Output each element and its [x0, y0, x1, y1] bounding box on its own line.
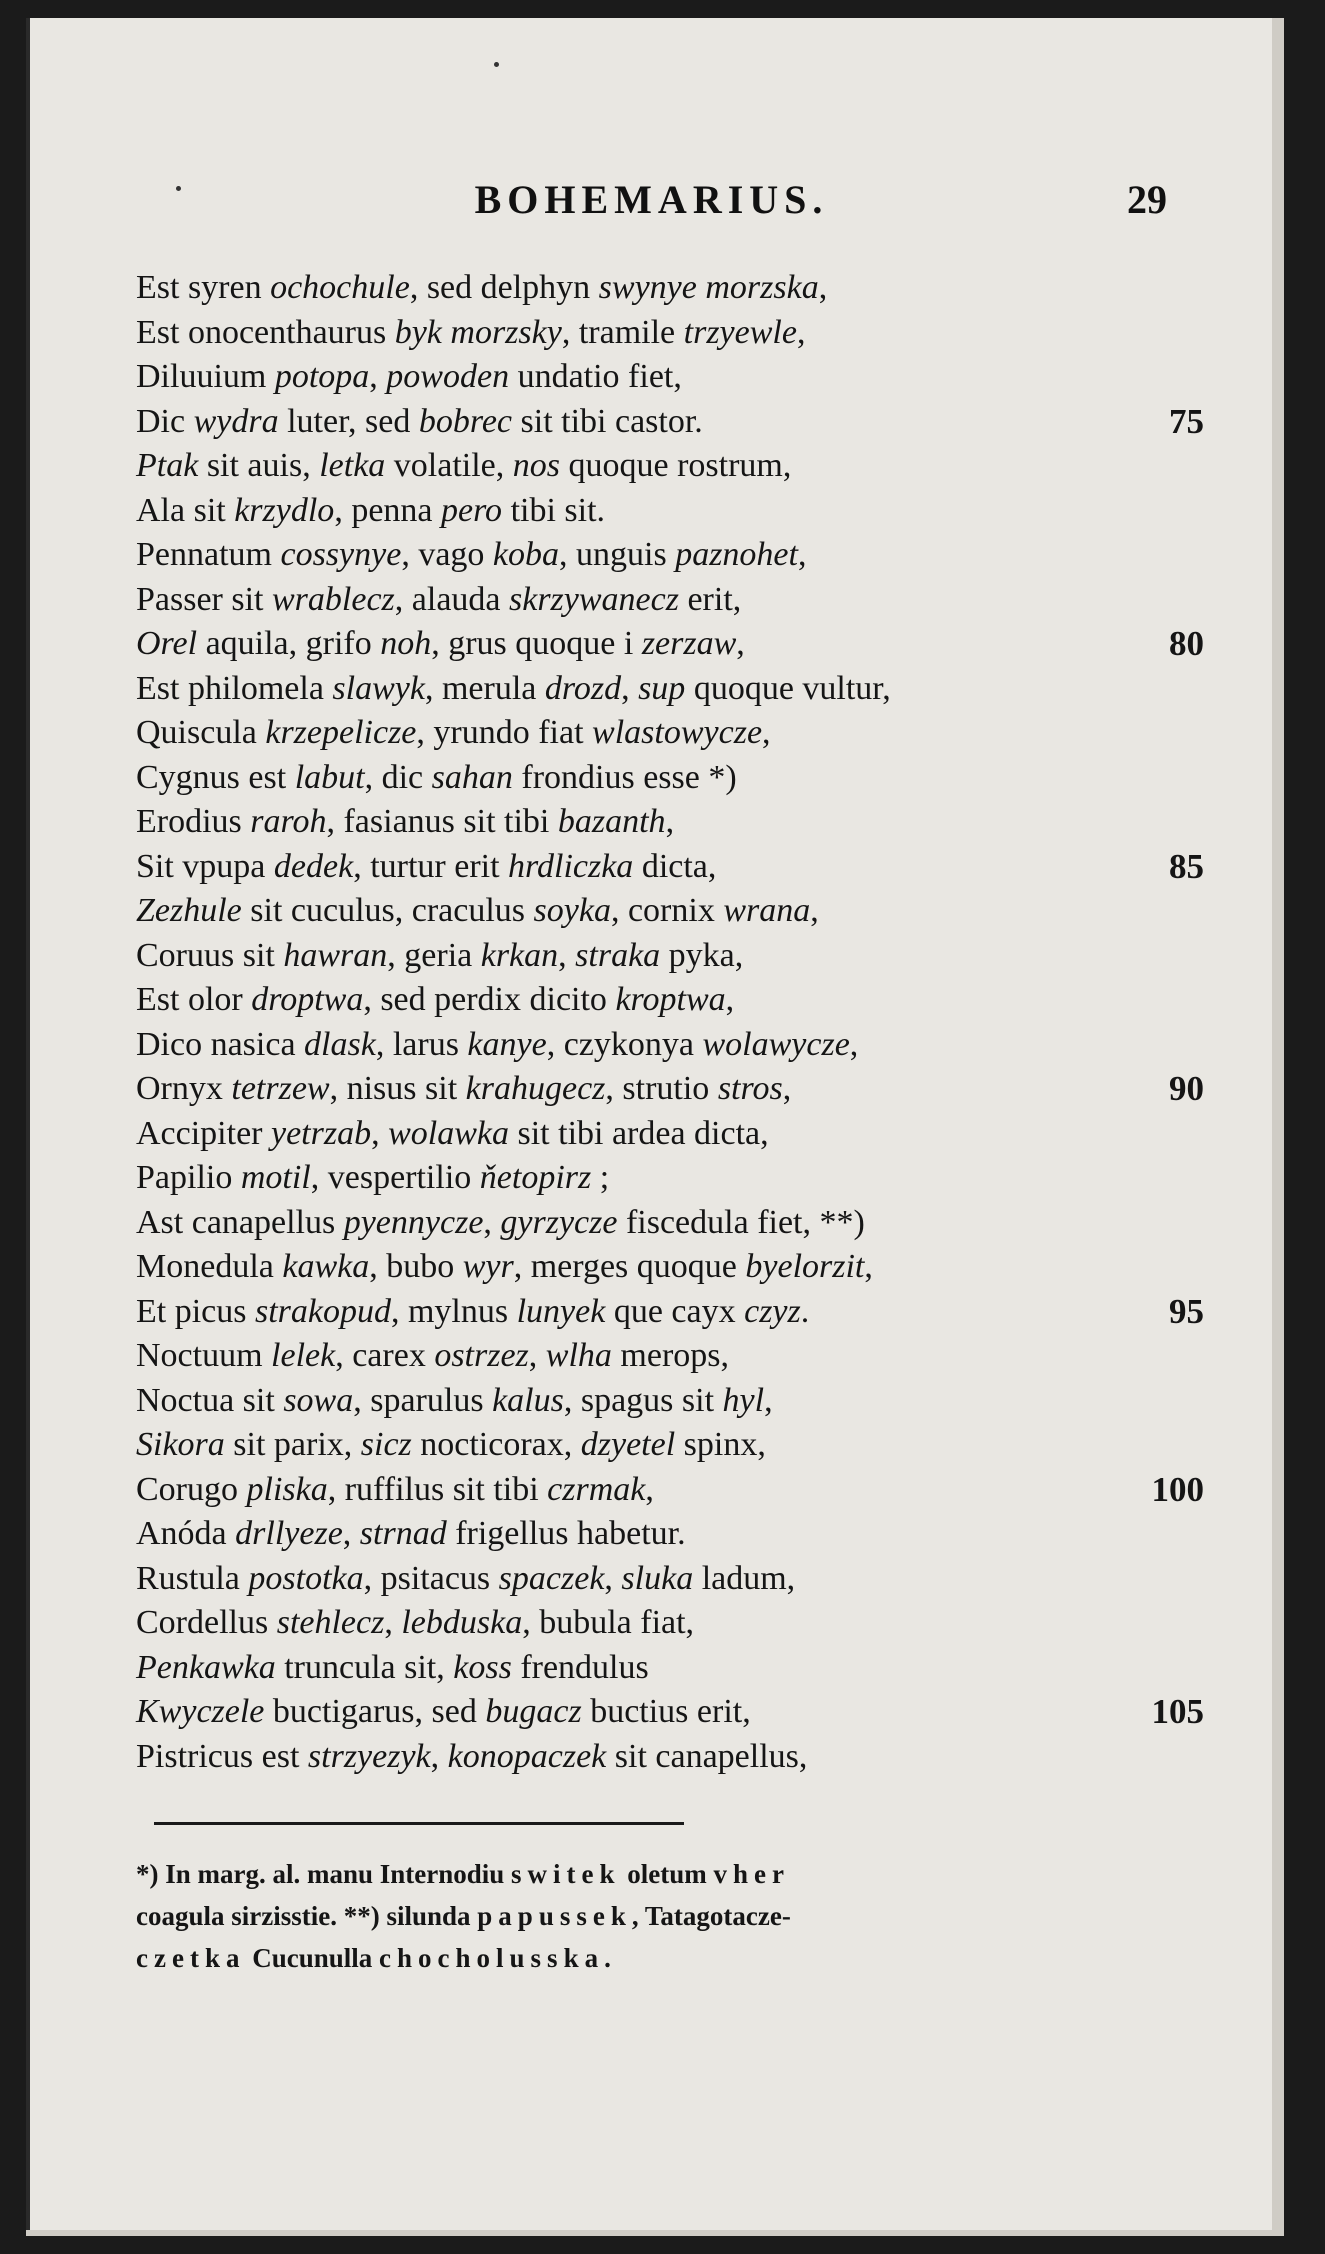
bohemian-term: letka [319, 447, 386, 484]
latin-text: Est philomela [136, 669, 333, 707]
bohemian-term: raroh [250, 803, 327, 840]
bohemian-term: sluka [621, 1559, 694, 1597]
latin-text: , [558, 936, 576, 974]
latin-text: Pistricus est [136, 1737, 308, 1775]
latin-text: , [645, 1470, 654, 1508]
latin-text: , nisus sit [329, 1070, 466, 1107]
bohemian-term: soyka [533, 892, 611, 929]
bohemian-term: skrzywanecz [509, 580, 679, 618]
bohemian-term: wrablecz [272, 580, 395, 618]
bohemian-term: sahan [431, 758, 513, 796]
latin-text: , [797, 536, 807, 573]
latin-text: ; [591, 1159, 610, 1196]
latin-text: , geria [387, 936, 481, 974]
bohemian-term: paznohet [675, 536, 798, 573]
latin-text: Noctua sit [136, 1381, 284, 1419]
line-number: 75 [1169, 401, 1204, 441]
latin-text: , [796, 313, 806, 351]
bohemian-term: krkan [480, 936, 559, 974]
latin-text: , carex [335, 1337, 435, 1374]
latin-text: frigellus habetur. [446, 1515, 686, 1552]
latin-text: , turtur erit [353, 847, 509, 885]
latin-text: Papilio [136, 1159, 241, 1196]
latin-text: , spagus sit [563, 1381, 723, 1419]
bohemian-term: czrmak [547, 1470, 646, 1508]
latin-text: Coruus sit [136, 936, 284, 974]
latin-text: , cornix [610, 892, 724, 929]
bohemian-term: koss [453, 1648, 512, 1686]
latin-text: , sed delphyn [409, 269, 599, 306]
verse-line [136, 1468, 1204, 1513]
latin-text: frondius esse *) [512, 758, 737, 796]
verse-line [136, 444, 1176, 489]
bohemian-term: strzyezyk [307, 1737, 431, 1775]
spaced-term: vher [713, 1859, 791, 1889]
bohemian-term: hyl [722, 1381, 765, 1419]
book-page [26, 18, 1284, 2236]
latin-text: , [818, 269, 828, 306]
latin-text: pyka, [660, 936, 744, 974]
latin-text: , [782, 1070, 792, 1107]
latin-text: , bubula fiat, [522, 1604, 695, 1641]
latin-text: Est syren [136, 269, 271, 306]
latin-text: Corugo [136, 1470, 247, 1508]
latin-text: , [430, 1737, 448, 1775]
page-edge [26, 18, 30, 2230]
bohemian-term: pliska [246, 1470, 328, 1508]
bohemian-term: wlha [545, 1337, 612, 1374]
verse-line [136, 1201, 1176, 1246]
footnote-text: *) In marg. al. manu Internodiu [136, 1859, 512, 1889]
bohemian-term: Kwyczele [136, 1693, 265, 1730]
bohemian-term: krzydlo [234, 491, 335, 529]
latin-text: Est onocenthaurus [136, 313, 395, 351]
bohemian-term: dedek [273, 847, 354, 885]
verse-line [136, 1156, 1176, 1201]
latin-text: , [621, 669, 639, 707]
bohemian-term: swynye morzska [598, 269, 819, 306]
latin-text: Erodius [136, 803, 251, 840]
bohemian-term: Orel [136, 625, 198, 662]
latin-text: , [369, 358, 387, 395]
verse-line [136, 533, 1176, 578]
bohemian-term: wrana [723, 892, 811, 929]
running-title: BOHEMARIUS. [474, 177, 829, 222]
footnote-text: . [604, 1943, 611, 1973]
bohemian-term: bugacz [485, 1693, 582, 1730]
latin-text: ladum, [693, 1559, 796, 1597]
latin-text: , sparulus [353, 1381, 493, 1419]
latin-text: Cygnus est [136, 758, 295, 796]
latin-text: truncula sit, [275, 1648, 454, 1686]
latin-text: Quiscula [136, 714, 266, 751]
spaced-term: chocholusska [379, 1943, 605, 1973]
bohemian-term: wolawycze [702, 1025, 850, 1063]
latin-text: , alauda [394, 580, 509, 618]
bohemian-term: cossynye [280, 536, 402, 573]
bohemian-term: Penkawka [136, 1648, 276, 1686]
page-header [136, 176, 1167, 236]
bohemian-term: ochochule [270, 269, 410, 306]
bohemian-term: krzepelicze [265, 714, 417, 751]
latin-text: Monedula [136, 1248, 283, 1285]
latin-text: fiscedula fiet, **) [617, 1203, 865, 1241]
verse-line [136, 1023, 1176, 1068]
verse-line [136, 889, 1176, 934]
verse-line [136, 489, 1176, 534]
latin-text: sit tibi ardea dicta, [509, 1114, 769, 1152]
bohemian-term: hawran [283, 936, 388, 974]
bohemian-term: strakopud [254, 1292, 391, 1330]
latin-text: aquila, grifo [197, 625, 381, 662]
line-number: 80 [1169, 624, 1204, 663]
latin-text: , ruffilus sit tibi [327, 1470, 548, 1508]
latin-text: sit auis, [198, 447, 320, 484]
verse-line [136, 622, 1204, 667]
latin-text: Ornyx [136, 1070, 232, 1107]
latin-text: Sit vpupa [136, 847, 274, 885]
bohemian-term: hrdliczka [508, 847, 634, 885]
latin-text: sit canapellus, [606, 1737, 808, 1775]
bohemian-term: byelorzit [745, 1248, 865, 1285]
bohemian-term: pero [441, 491, 503, 529]
latin-text: , larus [375, 1025, 468, 1063]
bohemian-term: droptwa [251, 981, 364, 1018]
latin-text: , mylnus [390, 1292, 517, 1330]
bohemian-term: koba [492, 536, 559, 573]
bohemian-term: sowa [283, 1381, 354, 1419]
verse-line [136, 1290, 1204, 1335]
latin-text: frendulus [511, 1648, 649, 1686]
latin-text: Rustula [136, 1559, 249, 1597]
verse-line [136, 1334, 1176, 1379]
bohemian-term: konopaczek [447, 1737, 607, 1775]
latin-text: , [371, 1114, 389, 1152]
verse-line [136, 1512, 1176, 1557]
bohemian-term: lebduska [401, 1604, 523, 1641]
bohemian-term: trzyewle [683, 313, 797, 351]
bohemian-term: dlask [304, 1025, 376, 1063]
latin-text: Noctuum [136, 1337, 272, 1374]
latin-text: tibi sit. [502, 491, 606, 529]
bohemian-term: dzyetel [580, 1426, 676, 1463]
bohemian-term: kalus [492, 1381, 564, 1419]
latin-text: , penna [334, 491, 441, 529]
latin-text: , [762, 714, 771, 751]
latin-text: luter, sed [278, 402, 419, 440]
latin-text: . [800, 1292, 810, 1330]
verse-line [136, 1379, 1176, 1424]
bohemian-term: kanye [467, 1025, 547, 1063]
verse-line [136, 800, 1176, 845]
footnote-line [136, 1853, 1186, 1895]
latin-text: , [384, 1604, 402, 1641]
page-number: 29 [1127, 177, 1167, 222]
verse-line [136, 756, 1176, 801]
verse-line [136, 1245, 1176, 1290]
bohemian-term: labut [294, 758, 365, 796]
latin-text: Ala sit [136, 491, 235, 529]
bohemian-term: bobrec [418, 402, 513, 440]
verse-line [136, 355, 1176, 400]
latin-text: Dico nasica [136, 1025, 305, 1063]
bohemian-term: nos [512, 447, 560, 484]
latin-text: Accipiter [136, 1114, 271, 1152]
bohemian-term: byk morzsky [394, 313, 562, 351]
verse-line [136, 1735, 1176, 1780]
latin-text: , merula [424, 669, 545, 707]
bohemian-term: drllyeze [235, 1515, 343, 1552]
verse-line [136, 978, 1176, 1023]
bohemian-term: Ptak [136, 447, 199, 484]
bohemian-term: straka [575, 936, 661, 974]
latin-text: , bubo [369, 1248, 463, 1285]
bohemian-term: ostrzez [434, 1337, 529, 1374]
bohemian-term: lunyek [516, 1292, 606, 1330]
speck [494, 62, 499, 67]
latin-text: , sed perdix dicito [363, 981, 616, 1018]
latin-text: , [725, 981, 735, 1018]
latin-text: volatile, [385, 447, 513, 484]
bohemian-term: lelek [271, 1337, 336, 1374]
line-number: 95 [1169, 1291, 1204, 1331]
latin-text: quoque rostrum, [560, 447, 792, 484]
latin-text: , [736, 625, 745, 662]
latin-text: , fasianus sit tibi [326, 803, 558, 840]
latin-text: , merges quoque [513, 1248, 746, 1285]
verse-line [136, 578, 1176, 623]
verse-line [136, 1067, 1204, 1112]
bohemian-term: czyz [744, 1292, 801, 1330]
verse-line [136, 1423, 1176, 1468]
latin-text: que cayx [605, 1292, 745, 1330]
bohemian-term: pyennycze [343, 1203, 484, 1241]
latin-text: , czykonya [546, 1025, 703, 1063]
latin-text: , vespertilio [310, 1159, 480, 1196]
latin-text: buctigarus, sed [264, 1693, 486, 1730]
verse-line [136, 1557, 1176, 1602]
verse-line [136, 400, 1204, 445]
latin-text: sit tibi castor. [512, 402, 703, 440]
line-number: 90 [1169, 1069, 1204, 1108]
bohemian-term: wydra [193, 402, 279, 440]
verse-line [136, 311, 1176, 356]
bohemian-term: wolawka [388, 1114, 509, 1152]
bohemian-term: spaczek [498, 1559, 605, 1597]
latin-text: , [342, 1515, 360, 1552]
latin-text: quoque vultur, [685, 669, 891, 707]
bohemian-term: krahugecz [465, 1070, 606, 1107]
bohemian-term: Zezhule [136, 892, 242, 929]
line-number: 105 [1151, 1692, 1204, 1731]
bohemian-term: strnad [359, 1515, 447, 1552]
latin-text: , [849, 1025, 859, 1063]
bohemian-term: noh [380, 625, 432, 662]
verse-line [136, 934, 1176, 979]
footnotes [136, 1853, 1186, 1979]
bohemian-term: zerzaw [641, 625, 737, 662]
line-number: 100 [1151, 1469, 1204, 1509]
latin-text: Pennatum [136, 536, 281, 573]
bohemian-term: yetrzab [271, 1114, 372, 1152]
bohemian-term: stehlecz [276, 1604, 385, 1641]
latin-text: undatio fiet, [509, 358, 682, 395]
latin-text: Et picus [136, 1292, 255, 1330]
spaced-term: czetka [136, 1943, 246, 1973]
bohemian-term: gyrzycze [500, 1203, 618, 1241]
bohemian-term: slawyk [332, 669, 425, 707]
latin-text: Ast canapellus [136, 1203, 344, 1241]
latin-text: , [528, 1337, 546, 1374]
bohemian-term: ňetopirz [479, 1159, 592, 1196]
latin-text: , strutio [605, 1070, 718, 1107]
spaced-term: papussek [477, 1901, 632, 1931]
verse-line [136, 266, 1176, 311]
bohemian-term: drozd [544, 669, 622, 707]
bohemian-term: postotka [248, 1559, 364, 1597]
latin-text: dicta, [633, 847, 717, 885]
bohemian-term: tetrzew [231, 1070, 330, 1107]
footnote-text: coagula sirzisstie. **) silunda [136, 1901, 478, 1931]
verse-line [136, 711, 1176, 756]
verse-line [136, 1112, 1176, 1157]
footnote-text: , Tatagotacze- [631, 1901, 791, 1931]
bohemian-term: potopa [274, 358, 370, 395]
line-number: 85 [1169, 846, 1204, 886]
latin-text: , [604, 1559, 622, 1597]
bohemian-term: Sikora [136, 1426, 225, 1463]
bohemian-term: motil [240, 1159, 311, 1196]
bohemian-term: sup [638, 669, 686, 707]
latin-text: , vago [401, 536, 493, 573]
latin-text: , dic [364, 758, 432, 796]
bohemian-term: sicz [360, 1426, 412, 1463]
bohemian-term: wyr [462, 1248, 514, 1285]
latin-text: Anóda [136, 1515, 236, 1552]
latin-text: , psitacus [363, 1559, 499, 1597]
latin-text: sit parix, [224, 1426, 361, 1463]
verse-line [136, 1646, 1176, 1691]
latin-text: Cordellus [136, 1604, 277, 1641]
bohemian-term: kroptwa [615, 981, 726, 1018]
footnote-line [136, 1895, 1186, 1937]
bohemian-term: kawka [282, 1248, 370, 1285]
spaced-term: switek [511, 1859, 621, 1889]
latin-text: , yrundo fiat [416, 714, 593, 751]
latin-text: , [864, 1248, 873, 1285]
latin-text: nocticorax, [411, 1426, 581, 1463]
verse-line [136, 1690, 1204, 1735]
footnote-rule [154, 1822, 684, 1825]
latin-text: Dic [136, 402, 194, 440]
verse-line [136, 667, 1176, 712]
latin-text: , [665, 803, 675, 840]
latin-text: , [764, 1381, 773, 1419]
bohemian-term: bazanth [557, 803, 666, 840]
bohemian-term: stros [717, 1070, 783, 1107]
footnote-text: oletum [620, 1859, 714, 1889]
latin-text: , [483, 1203, 501, 1241]
latin-text: sit cuculus, craculus [241, 892, 534, 929]
latin-text: , tramile [561, 313, 684, 351]
verse-block [136, 266, 1204, 1779]
latin-text: buctius erit, [581, 1693, 751, 1730]
latin-text: , [810, 892, 819, 929]
bohemian-term: wlastowycze [592, 714, 763, 751]
latin-text: , unguis [559, 536, 676, 573]
latin-text: Diluuium [136, 358, 275, 395]
latin-text: Est olor [136, 981, 252, 1018]
latin-text: merops, [611, 1337, 730, 1374]
footnote-line [136, 1937, 1186, 1979]
footnote-text: Cucunulla [245, 1943, 380, 1973]
latin-text: Passer sit [136, 580, 272, 618]
bohemian-term: powoden [386, 358, 510, 395]
latin-text: spinx, [675, 1426, 766, 1463]
verse-line [136, 845, 1204, 890]
latin-text: erit, [678, 580, 742, 618]
verse-line [136, 1601, 1176, 1646]
latin-text: , grus quoque i [431, 625, 642, 662]
